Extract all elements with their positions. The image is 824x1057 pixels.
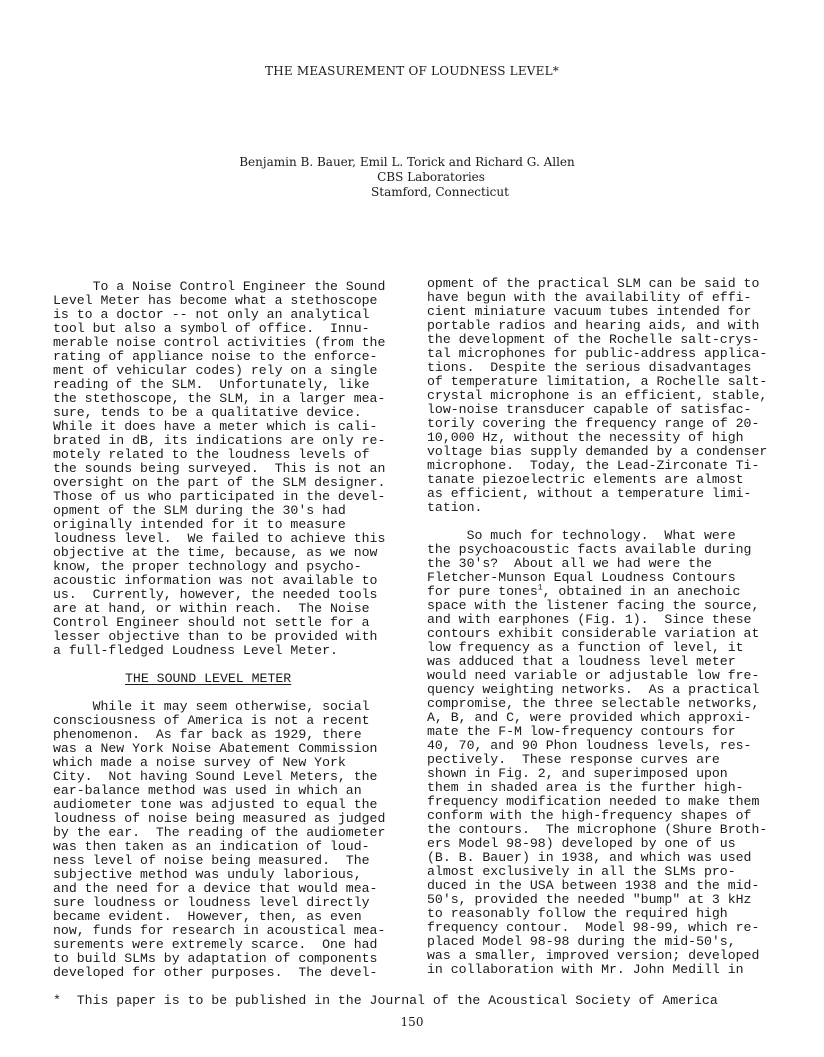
text-line: surements were extremely scarce. One had: [53, 937, 378, 952]
text-line: mate the F-M low-frequency contours for: [427, 724, 736, 739]
text-line: While it does have a meter which is cali-: [53, 419, 378, 434]
text-line: for pure tones$^1$, obtained in an anechoic: [427, 583, 741, 599]
text-line: in collaboration with Mr. John Medill in: [427, 962, 744, 977]
text-line: microphone. Today, the Lead-Zirconate Ti-: [427, 458, 760, 473]
author-location: Stamford, Connecticut: [371, 185, 509, 199]
text-line: tanate piezoelectric elements are almost: [427, 472, 744, 487]
text-line: developed for other purposes. The devel-: [53, 965, 378, 980]
text-line: of temperature limitation, a Rochelle salt-: [427, 374, 768, 389]
text-line: by the ear. The reading of the audiometer: [53, 825, 386, 840]
text-line: and with earphones (Fig. 1). Since these: [427, 612, 752, 627]
text-line: compromise, the three selectable networks,: [427, 696, 760, 711]
author-names: Benjamin B. Bauer, Emil L. Torick and Richard G. Allen: [239, 155, 575, 169]
text-line: was then taken as an indication of loud-: [53, 839, 370, 854]
text-line: shown in Fig. 2, and superimposed upon: [427, 766, 728, 781]
text-line: lesser objective than to be provided with: [53, 629, 378, 644]
text-line: conform with the high-frequency shapes of: [427, 808, 752, 823]
text-line: the development of the Rochelle salt-crys-: [427, 332, 760, 347]
text-line: frequency contour. Model 98-99, which re-: [427, 920, 760, 935]
text-line: ment of vehicular codes) rely on a single: [53, 363, 378, 378]
text-line: almost exclusively in all the SLMs pro-: [427, 864, 736, 879]
text-line: motely related to the loudness levels of: [53, 447, 370, 462]
text-line: us. Currently, however, the needed tools: [53, 587, 378, 602]
section-heading-sound-level-meter: THE SOUND LEVEL METER: [125, 671, 292, 686]
text-line: A, B, and C, were provided which approxi-: [427, 710, 752, 725]
text-line: as efficient, without a temperature limi-: [427, 486, 752, 501]
text-line: While it may seem otherwise, social: [53, 699, 370, 714]
text-line: tool but also a symbol of office. Innu-: [53, 321, 370, 336]
text-line: placed Model 98-98 during the mid-50's,: [427, 934, 736, 949]
text-line: low frequency as a function of level, it: [427, 640, 744, 655]
text-line: tation.: [427, 500, 483, 515]
text-line: the psychoacoustic facts available during: [427, 542, 752, 557]
text-line: frequency modification needed to make them: [427, 794, 760, 809]
text-line: pectively. These response curves are: [427, 752, 720, 767]
text-line: the sounds being surveyed. This is not an: [53, 461, 386, 476]
psychoacoustic-paragraph: [427, 529, 772, 977]
text-line: have begun with the availability of effi-: [427, 290, 752, 305]
text-line: City. Not having Sound Level Meters, the: [53, 769, 378, 784]
text-line: the 30's? About all we had were the: [427, 556, 712, 571]
sound-level-meter-paragraph: [53, 700, 398, 980]
text-line: (B. B. Bauer) in 1938, and which was used: [427, 850, 752, 865]
text-line: rating of appliance noise to the enforce-: [53, 349, 378, 364]
text-line: quency weighting networks. As a practical: [427, 682, 760, 697]
text-line: 10,000 Hz, without the necessity of high: [427, 430, 744, 445]
text-line: 50's, provided the needed "bump" at 3 kHz: [427, 892, 752, 907]
text-line: Fletcher-Munson Equal Loudness Contours: [427, 570, 736, 585]
text-line: oversight on the part of the SLM designer.: [53, 475, 386, 490]
text-line: the stethoscope, the SLM, in a larger mea-: [53, 391, 386, 406]
text-line: ear-balance method was used in which an: [53, 783, 362, 798]
footnote: * This paper is to be published in the Journal of the Acoustical Society of America: [53, 993, 718, 1008]
text-line: brated in dB, its indications are only re-: [53, 433, 386, 448]
page-number: 150: [400, 1015, 424, 1029]
text-line: originally intended for it to measure: [53, 517, 346, 532]
text-line: was a New York Noise Abatement Commission: [53, 741, 378, 756]
text-line: which made a noise survey of New York: [53, 755, 346, 770]
text-line: consciousness of America is not a recent: [53, 713, 370, 728]
text-line: crystal microphone is an efficient, stable,: [427, 388, 768, 403]
text-line: ers Model 98-98) developed by one of us: [427, 836, 736, 851]
text-line: loudness level. We failed to achieve this: [53, 531, 386, 546]
text-line: audiometer tone was adjusted to equal the: [53, 797, 378, 812]
text-line: Level Meter has become what a stethoscope: [53, 293, 378, 308]
text-line: low-noise transducer capable of satisfac-: [427, 402, 752, 417]
text-line: cient miniature vacuum tubes intended for: [427, 304, 752, 319]
text-line: would need variable or adjustable low fre-: [427, 668, 760, 683]
text-line: Those of us who participated in the devel-: [53, 489, 386, 504]
text-line: To a Noise Control Engineer the Sound: [53, 279, 386, 294]
text-line: acoustic information was not available to: [53, 573, 378, 588]
text-line: and the need for a device that would mea-: [53, 881, 378, 896]
text-line: know, the proper technology and psycho-: [53, 559, 362, 574]
text-line: Control Engineer should not settle for a: [53, 615, 370, 630]
text-line: to build SLMs by adaptation of components: [53, 951, 378, 966]
left-column: [53, 280, 398, 980]
text-line: a full-fledged Loudness Level Meter.: [53, 643, 338, 658]
text-line: sure, tends to be a qualitative device.: [53, 405, 362, 420]
text-line: voltage bias supply demanded by a condenser: [427, 444, 768, 459]
text-line: duced in the USA between 1938 and the mid-: [427, 878, 760, 893]
paper-title: THE MEASUREMENT OF LOUDNESS LEVEL*: [265, 64, 559, 78]
text-line: opment of the SLM during the 30's had: [53, 503, 346, 518]
text-line: tal microphones for public-address applica-: [427, 346, 768, 361]
technology-paragraph: [427, 277, 772, 515]
author-affiliation: CBS Laboratories: [377, 170, 485, 184]
author-block: [0, 155, 824, 200]
text-line: objective at the time, because, as we now: [53, 545, 378, 560]
text-line: them in shaded area is the further high-: [427, 780, 744, 795]
text-line: reading of the SLM. Unfortunately, like: [53, 377, 370, 392]
intro-paragraph: [53, 280, 398, 658]
text-line: tions. Despite the serious disadvantages: [427, 360, 752, 375]
text-line: loudness of noise being measured as judged: [53, 811, 386, 826]
text-line: are at hand, or within reach. The Noise: [53, 601, 370, 616]
text-line: merable noise control activities (from the: [53, 335, 386, 350]
text-line: torily covering the frequency range of 20-: [427, 416, 760, 431]
text-line: ness level of noise being measured. The: [53, 853, 370, 868]
text-line: subjective method was unduly laborious,: [53, 867, 362, 882]
text-line: is to a doctor -- not only an analytical: [53, 307, 370, 322]
text-line: portable radios and hearing aids, and with: [427, 318, 760, 333]
text-line: became evident. However, then, as even: [53, 909, 362, 924]
text-line: So much for technology. What were: [427, 528, 736, 543]
text-line: to reasonably follow the required high: [427, 906, 728, 921]
text-line: sure loudness or loudness level directly: [53, 895, 370, 910]
text-line: was adduced that a loudness level meter: [427, 654, 736, 669]
text-line: opment of the practical SLM can be said to: [427, 276, 760, 291]
footnote-reference: 1: [537, 583, 543, 593]
right-column: [427, 277, 772, 977]
text-line: space with the listener facing the source,: [427, 598, 760, 613]
text-line: was a smaller, improved version; developed: [427, 948, 760, 963]
text-line: the contours. The microphone (Shure Broth-: [427, 822, 768, 837]
text-line: phenomenon. As far back as 1929, there: [53, 727, 362, 742]
text-line: now, funds for research in acoustical mea-: [53, 923, 386, 938]
text-line: 40, 70, and 90 Phon loudness levels, res-: [427, 738, 752, 753]
text-line: contours exhibit considerable variation at: [427, 626, 760, 641]
